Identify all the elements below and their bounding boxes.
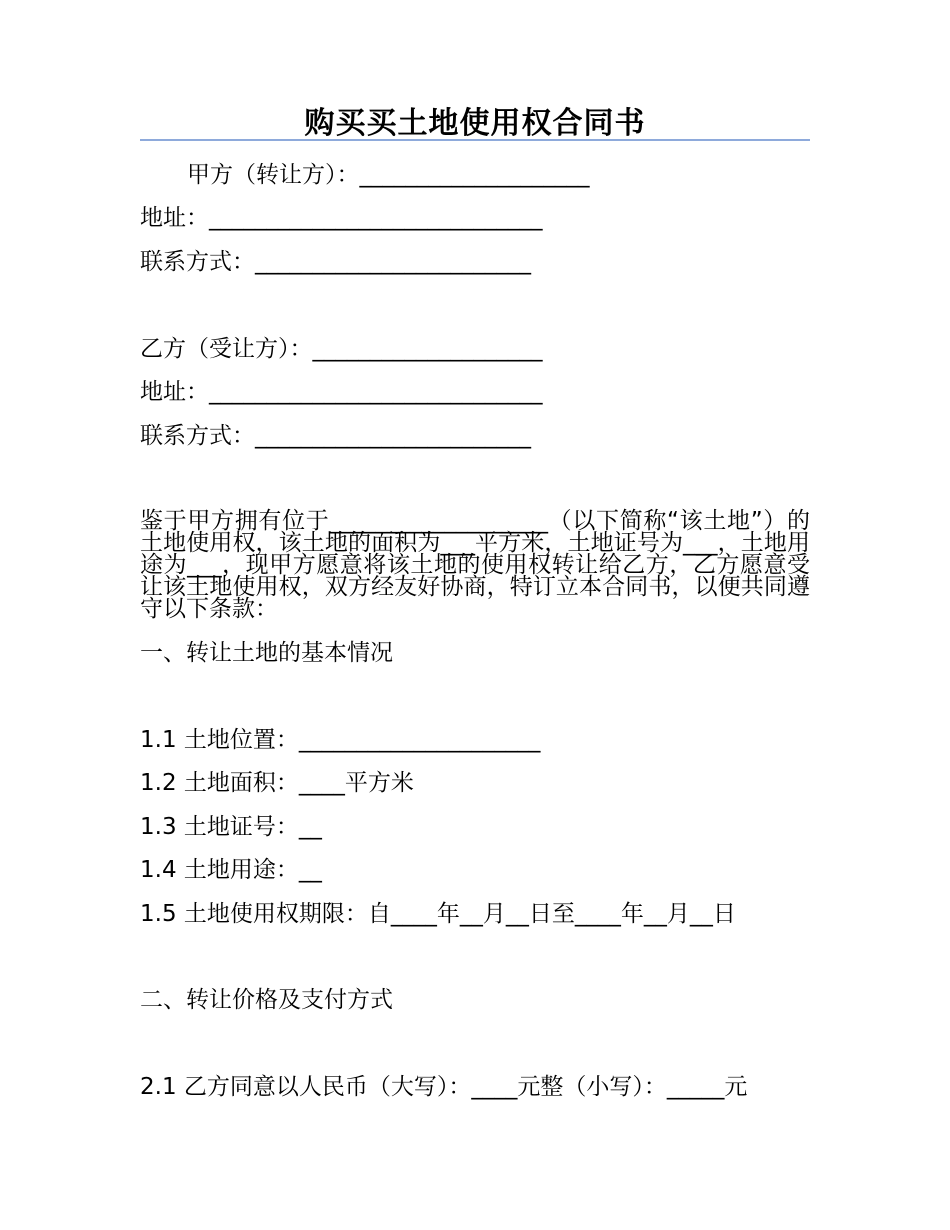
document-title: 购买买土地使用权合同书 (304, 106, 646, 141)
section-1-item: 1.3 土地证号：__ (140, 814, 322, 840)
section-1-item: 1.5 土地使用权期限：自____年__月__日至____年__月__日 (140, 901, 736, 927)
section-2-item: 2.1 乙方同意以人民币（大写）：____元整（小写）：_____元 (140, 1074, 748, 1100)
preamble-paragraph: 鉴于甲方拥有位于___________________（以下简称“该土地”）的土地使用权，该土地的面积为___平方米，土地证号为___，土地用途为___，现甲方愿意将该土地的使用权转让给乙方，乙方愿意受让该土地使用权，双方经友好协商，特订立本合同书，以便共同遵守以下条款： (140, 508, 810, 622)
party-b-contact: 联系方式：________________________ (140, 423, 531, 449)
title-underline (140, 139, 810, 141)
party-a-contact: 联系方式：________________________ (140, 249, 531, 275)
section-1-item: 1.4 土地用途：__ (140, 857, 322, 883)
section-1-item: 1.2 土地面积：____平方米 (140, 770, 414, 796)
party-a-line: 甲方（转让方）：____________________ (187, 162, 590, 188)
party-b-address: 地址：_____________________________ (140, 379, 543, 405)
party-a-address: 地址：_____________________________ (140, 205, 543, 231)
section-1-heading: 一、转让土地的基本情况 (140, 640, 393, 666)
section-1-item: 1.1 土地位置：_____________________ (140, 727, 541, 753)
party-b-line: 乙方（受让方）：____________________ (140, 336, 543, 362)
section-2-heading: 二、转让价格及支付方式 (140, 987, 393, 1013)
